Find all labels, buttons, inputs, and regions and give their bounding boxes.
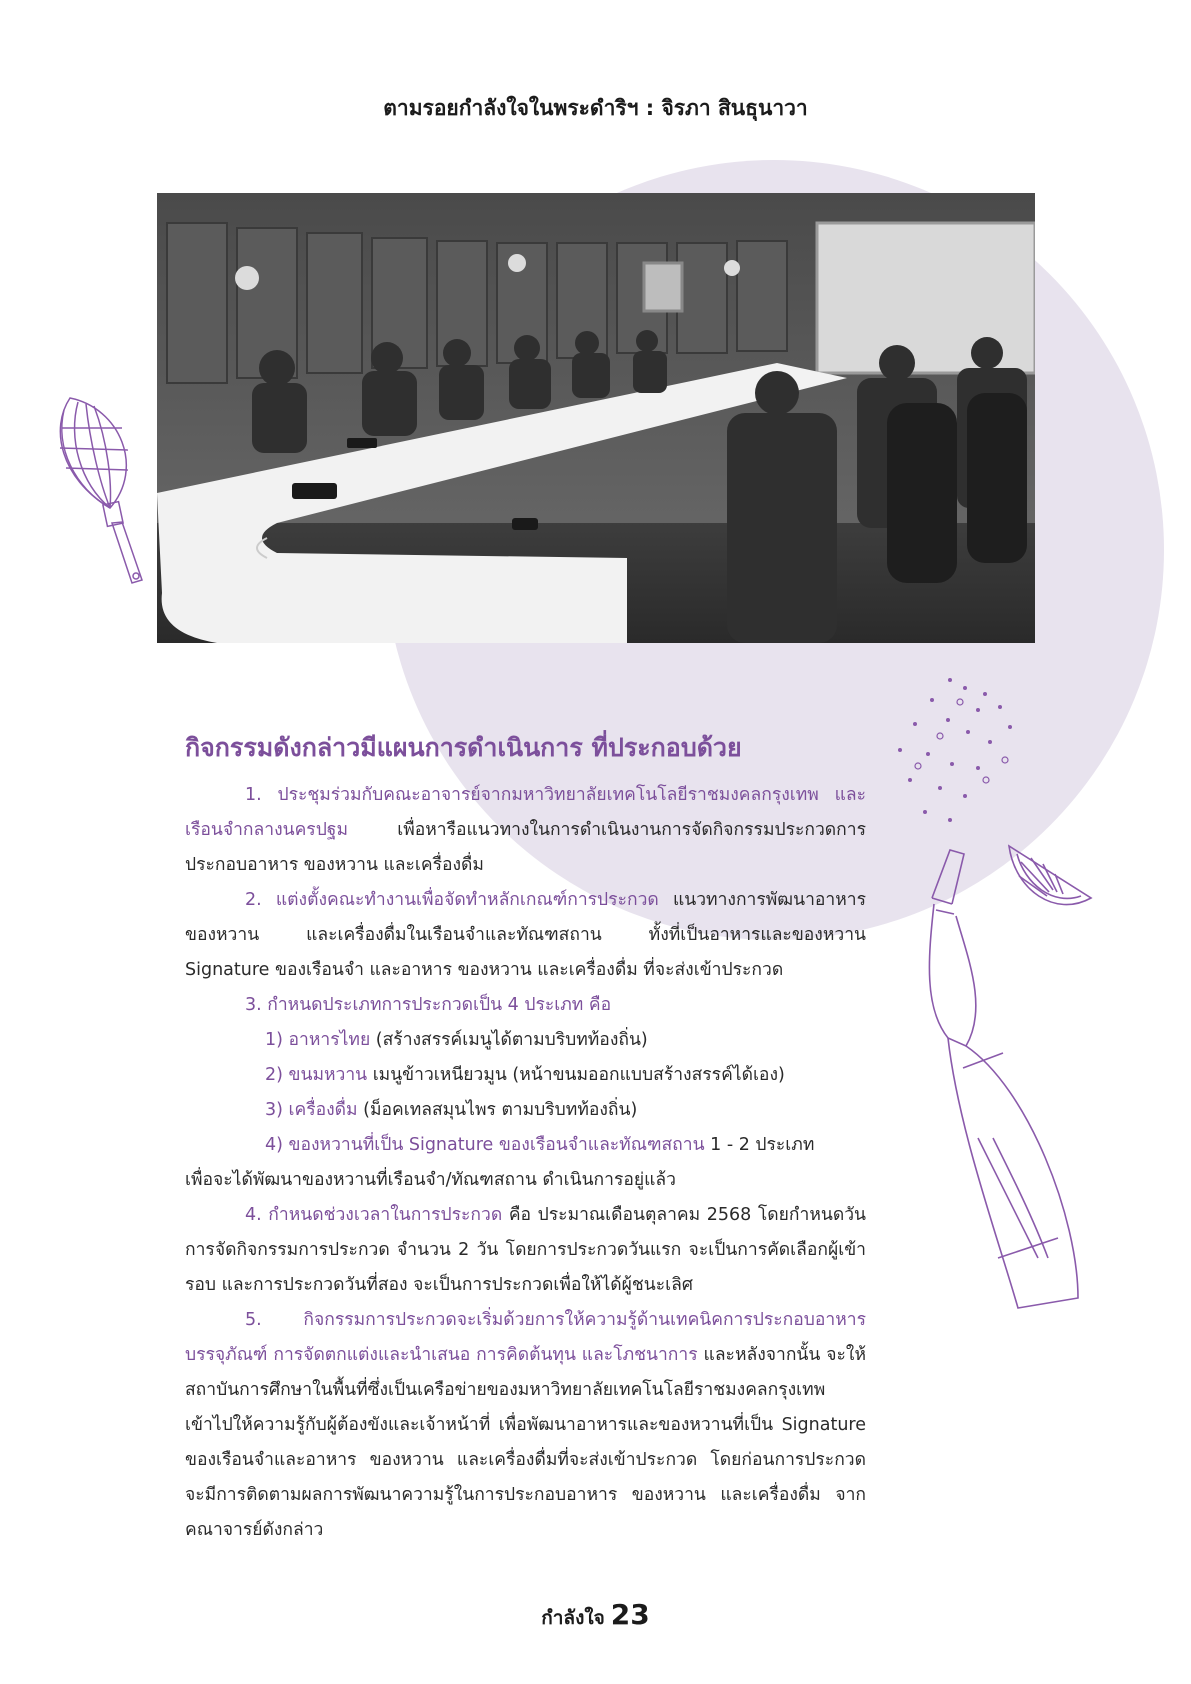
item-5-text: และหลังจากนั้น จะให้สถาบันการศึกษาในพื้นที่ซึ่งเป็นเครือข่ายของมหาวิทยาลัยเทคโนโลยีราชมงคลกรุงเทพ เข้าไปให้ความรู้กับผู้ต้องขังและเจ้าหน้าที่ เพื่อพัฒนาอาหารและของหวานที่เป็น Signature ของเรือนจำและอาหาร ของหวาน และเครื่องดื่มที่จะส่งเข้าประกวด โดยก่อนการประกวด จะมีการติดตามผลการพัฒนาความรู้ในการประกอบอาหาร ของหวาน และเครื่องดื่ม จากคณาจารย์ดังกล่าว: [185, 1345, 866, 1540]
item-3-sub-1: [185, 1023, 866, 1058]
item-3-sub-4-text: 1 - 2 ประเภท: [704, 1135, 815, 1155]
item-3-sub-4: [185, 1128, 866, 1163]
page-number: 23: [610, 1598, 650, 1631]
item-3-sub-1-text: (สร้างสรรค์เมนูได้ตามบริบทท้องถิ่น): [370, 1030, 648, 1050]
item-3-sub-4-highlight: 4) ของหวานที่เป็น Signature ของเรือนจำและทัณฑสถาน: [265, 1135, 705, 1155]
item-4: [185, 1198, 866, 1303]
item-4-text: คือ ประมาณเดือนตุลาคม 2568 โดยกำหนดวันการจัดกิจกรรมการประกวด จำนวน 2 วัน โดยการประกวดวันแรก จะเป็นการคัดเลือกผู้เข้ารอบ และการประกวดวันที่สอง จะเป็นการประกวดเพื่อให้ได้ผู้ชนะเลิศ: [185, 1205, 866, 1295]
item-3-sub-1-highlight: 1) อาหารไทย: [265, 1030, 371, 1050]
item-3-sub-2: [185, 1058, 866, 1093]
item-5: [185, 1303, 866, 1548]
main-content: [185, 728, 866, 1548]
item-1-highlight: 1. ประชุมร่วมกับคณะอาจารย์จากมหาวิทยาลัยเทคโนโลยีราชมงคลกรุงเทพ และเรือนจำกลางนครปฐม: [185, 785, 866, 840]
item-2: [185, 883, 866, 988]
item-3-sub-2-highlight: 2) ขนมหวาน: [265, 1065, 368, 1085]
running-header: ตามรอยกำลังใจในพระดำริฯ : จิรภา สินธุนาวา: [383, 96, 808, 120]
lemon-slice-icon: [1005, 840, 1095, 920]
item-3-highlight: 3. กำหนดประเภทการประกวดเป็น 4 ประเภท คือ: [245, 995, 612, 1015]
meeting-photo: [157, 193, 1035, 643]
item-5-highlight: 5. กิจกรรมการประกวดจะเริ่มด้วยการให้ความรู้ด้านเทคนิคการประกอบอาหาร บรรจุภัณฑ์ การจัดตกแต่งและนำเสนอ การคิดต้นทุน และโภชนาการ: [185, 1310, 866, 1365]
spice-dots-icon: [890, 672, 1030, 832]
item-3-sub-2-text: เมนูข้าวเหนียวมูน (หน้าขนมออกแบบสร้างสรรค์ได้เอง): [367, 1065, 785, 1085]
item-3-sub-4-continued: เพื่อจะได้พัฒนาของหวานที่เรือนจำ/ทัณฑสถาน ดำเนินการอยู่แล้ว: [185, 1170, 676, 1190]
item-3-sub-3-highlight: 3) เครื่องดื่ม: [265, 1100, 358, 1120]
item-3-sub-3: [185, 1093, 866, 1128]
section-title: กิจกรรมดังกล่าวมีแผนการดำเนินการ ที่ประกอบด้วย: [185, 733, 742, 762]
item-3-sub-3-text: (ม็อคเทลสมุนไพร ตามบริบทท้องถิ่น): [357, 1100, 638, 1120]
item-1: [185, 778, 866, 883]
item-1-text: เพื่อหารือแนวทางในการดำเนินงานการจัดกิจกรรมประกวดการประกอบอาหาร ของหวาน และเครื่องดื่ม: [185, 820, 866, 875]
item-2-text: แนวทางการพัฒนาอาหาร ของหวาน และเครื่องดื่มในเรือนจำและทัณฑสถาน ทั้งที่เป็นอาหารและของหวาน Signature ของเรือนจำ และอาหาร ของหวาน และเครื่องดื่ม ที่จะส่งเข้าประกวด: [185, 890, 866, 980]
item-2-highlight: 2. แต่งตั้งคณะทำงานเพื่อจัดทำหลักเกณฑ์การประกวด: [245, 890, 659, 910]
page-footer: [0, 1598, 1191, 1633]
whisk-icon: [50, 388, 160, 588]
footer-label: กำลังใจ: [541, 1607, 605, 1629]
item-4-highlight: 4. กำหนดช่วงเวลาในการประกวด: [245, 1205, 503, 1225]
item-3: [185, 988, 866, 1023]
